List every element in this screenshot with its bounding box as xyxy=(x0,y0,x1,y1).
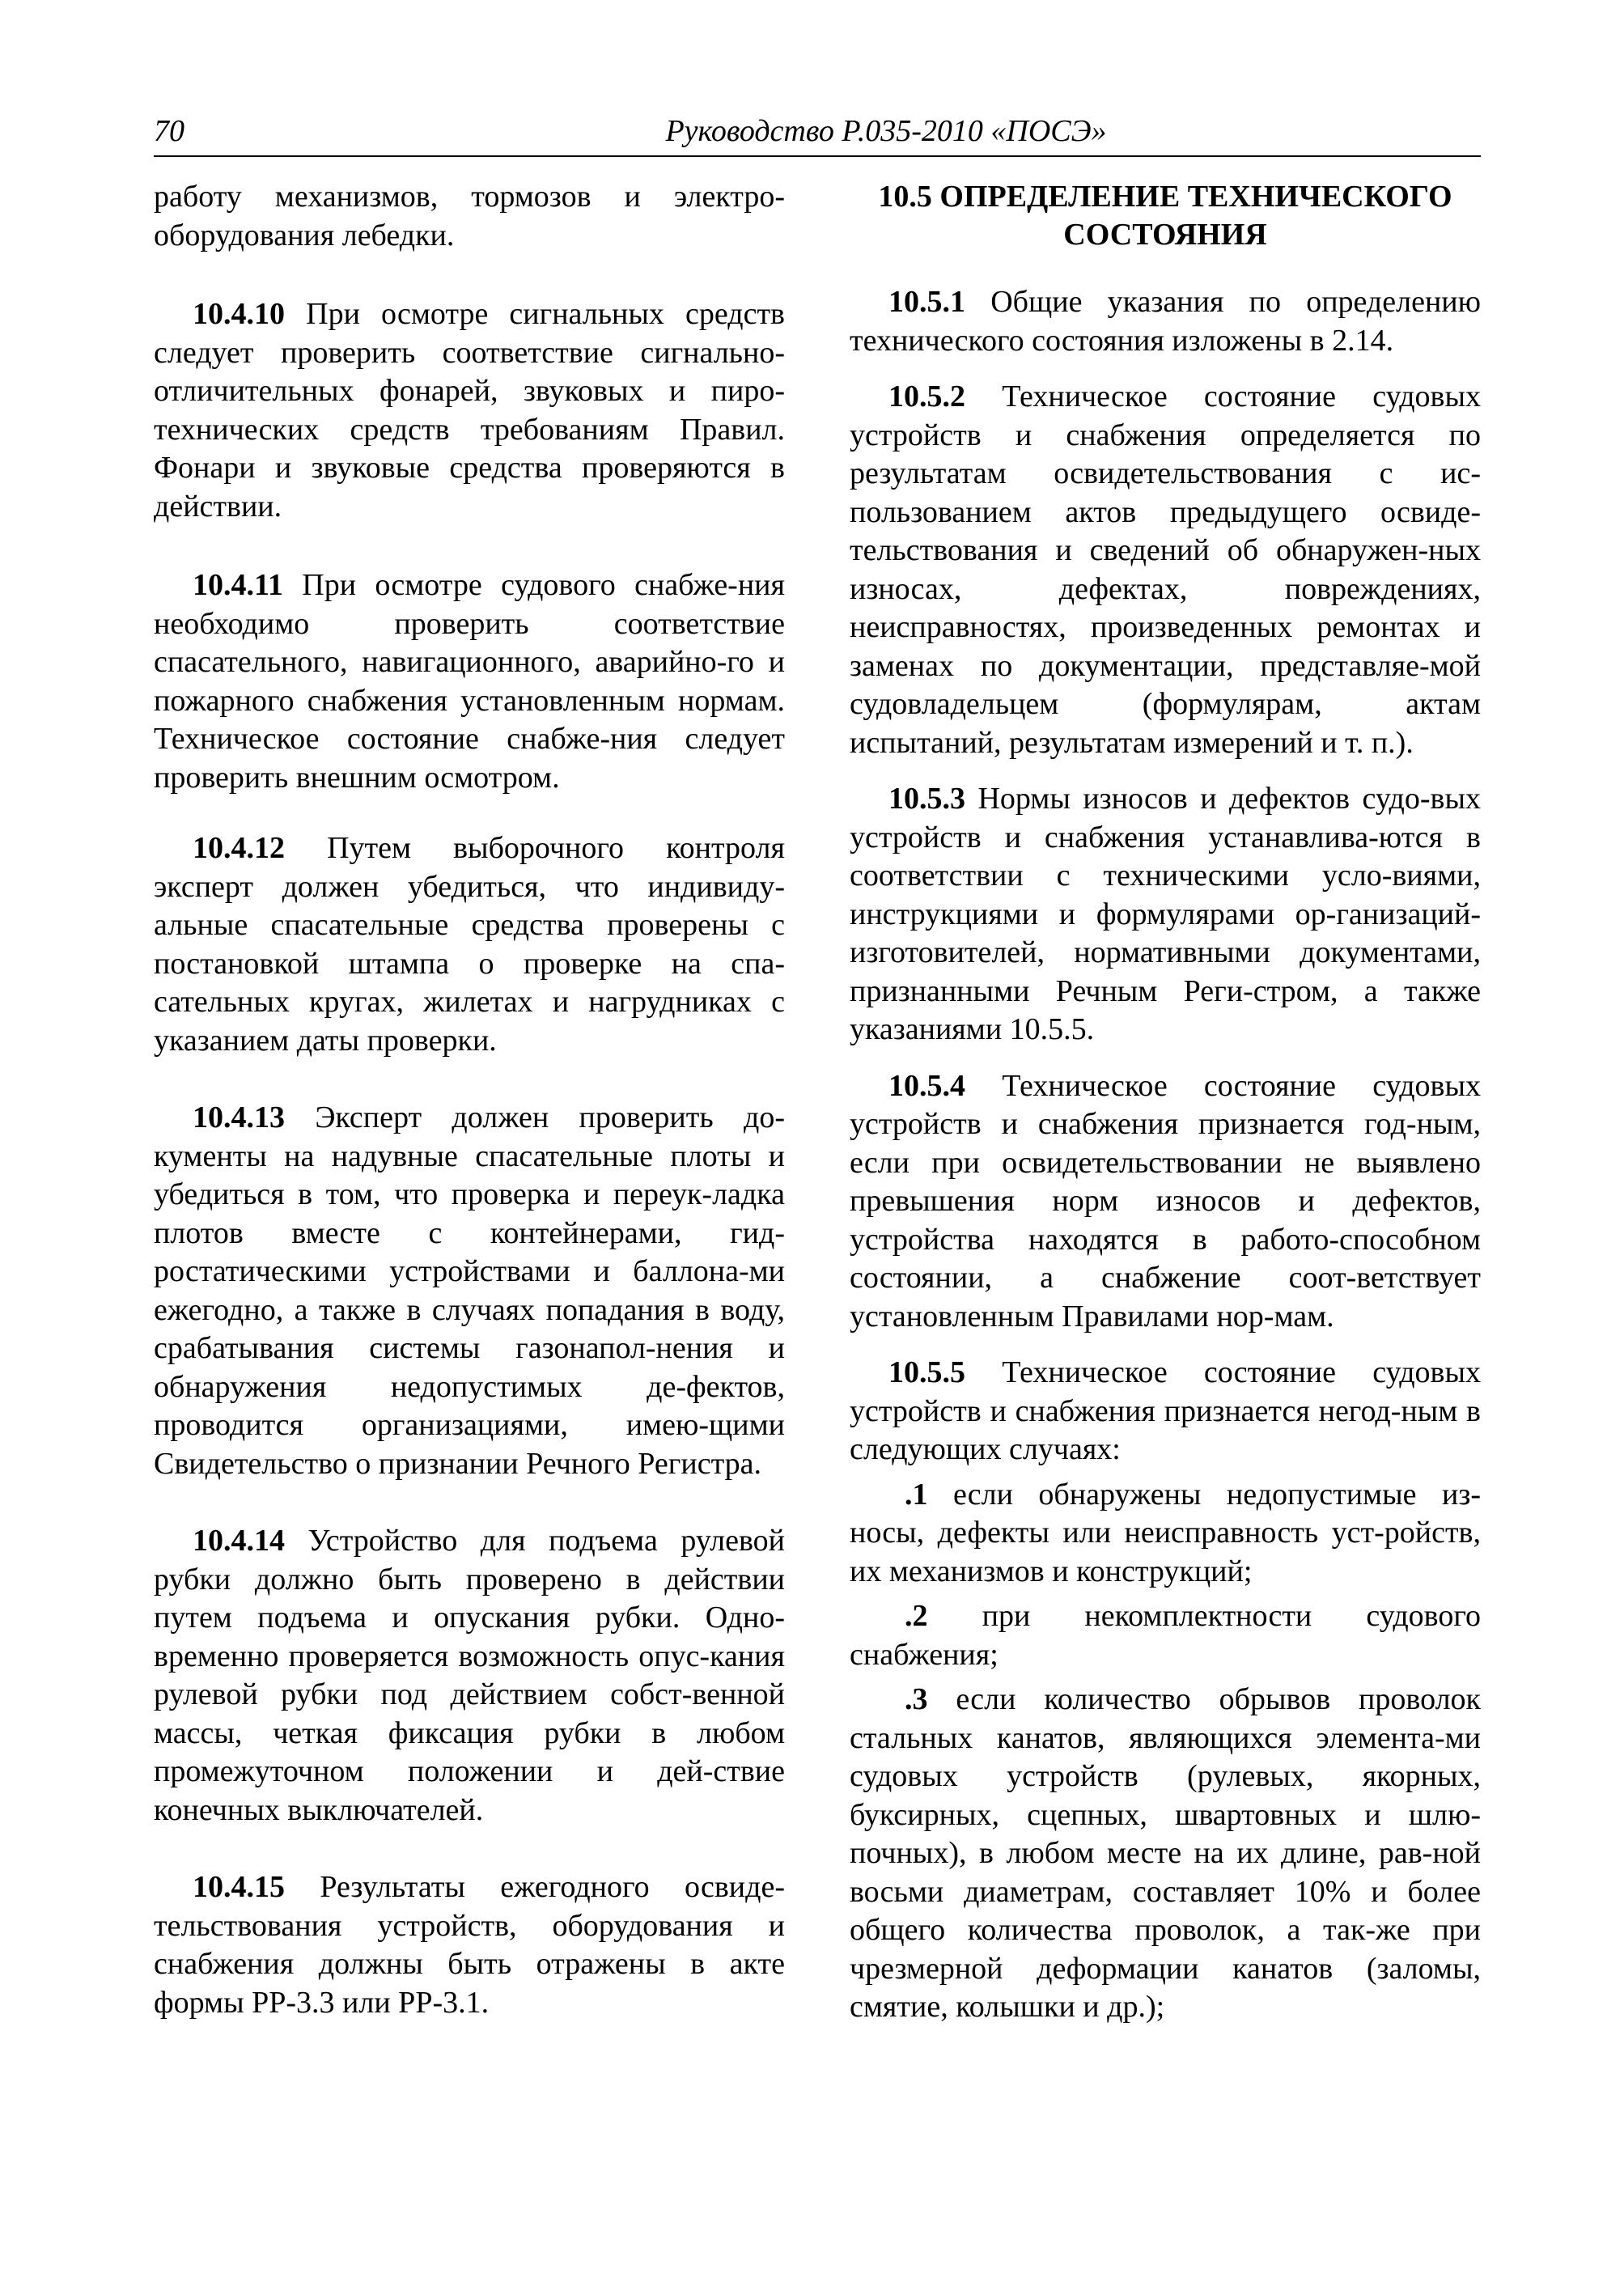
item-number: .3 xyxy=(905,1682,928,1716)
paragraph-10-5-3 xyxy=(850,780,1481,1049)
clause-text: Нормы износов и дефектов судо-вых устройств и снабжения устанавлива-ются в соответствии с техническими усло-виями, инструкциями и формулярами ор-ганизаций-изготовителей, нормативными документами, признанными Речным Реги-стром, а также указаниями 10.5.5. xyxy=(850,782,1481,1046)
paragraph-10-4-13 xyxy=(154,1099,785,1483)
paragraph-10-4-11 xyxy=(154,566,785,797)
clause-text: Общие указания по определению технического состояния изложены в 2.14. xyxy=(850,285,1481,358)
paragraph-10-4-14 xyxy=(154,1522,785,1830)
clause-number: 10.5.3 xyxy=(888,782,965,816)
clause-number: 10.5.1 xyxy=(888,285,965,319)
clause-text: Техническое состояние судовых устройств и снабжения определяется по результатам освидетельствования с ис-пользованием актов предыдущего освиде-тельствования и сведений об обнаружен-ных износах, дефектах, повреждениях, неисправностях, произведенных ремонтах и заменах по документации, представляе-мой судовладельцем (формулярам, актам испытаний, результатам измерений и т. п.). xyxy=(850,380,1482,760)
section-title: 10.5 ОПРЕДЕЛЕНИЕ ТЕХНИЧЕСКОГО СОСТОЯНИЯ xyxy=(878,180,1452,252)
clause-text: Путем выборочного контроля эксперт должен убедиться, что индивиду-альные спасательные средства проверены с постановкой штампа о проверке на спа-сательных кругах, жилетах и нагрудниках с указанием даты проверки. xyxy=(154,831,785,1058)
clause-number: 10.4.12 xyxy=(193,831,285,865)
clause-number: 10.4.11 xyxy=(193,568,283,602)
paragraph-10-4-10 xyxy=(154,295,785,526)
left-column xyxy=(154,178,785,2022)
clause-number: 10.4.14 xyxy=(193,1524,285,1558)
running-title: Руководство Р.035-2010 «ПОСЭ» xyxy=(665,114,1107,148)
clause-text: При осмотре сигнальных средств следует проверить соответствие сигнально-отличительных фонарей, звуковых и пиро-технических средств требованиям Правил. Фонари и звуковые средства проверяются в действии. xyxy=(154,297,786,524)
item-text: если обнаружены недопустимые из-носы, дефекты или неисправность уст-ройств, их механизмов и конструкций; xyxy=(850,1477,1481,1588)
list-item-3 xyxy=(850,1681,1481,2027)
clause-text: При осмотре судового снабже-ния необходимо проверить соответствие спасательного, навигационного, аварийно-го и пожарного снабжения установленным нормам. Техническое состояние снабже-ния следует проверить внешним осмотром. xyxy=(154,568,785,795)
item-number: .2 xyxy=(905,1599,928,1633)
clause-number: 10.5.2 xyxy=(888,380,965,413)
list-item-2 xyxy=(850,1597,1481,1674)
continued-paragraph: работу механизмов, тормозов и электро-оборудования лебедки. xyxy=(154,180,785,252)
item-number: .1 xyxy=(905,1477,928,1512)
paragraph-10-5-1 xyxy=(850,283,1481,360)
clause-number: 10.4.15 xyxy=(193,1870,285,1904)
clause-number: 10.5.4 xyxy=(888,1068,965,1103)
paragraph-10-4-12 xyxy=(154,829,785,1060)
clause-number: 10.4.13 xyxy=(193,1100,285,1134)
paragraph-10-5-4 xyxy=(850,1067,1481,1337)
clause-text: Устройство для подъема рулевой рубки должно быть проверено в действии путем подъема и опускания рубки. Одно-временно проверяется возможность опус-кания рулевой рубки под действием собст-венной массы, четкая фиксация рубки в любом промежуточном положении и дей-ствие конечных выключателей. xyxy=(154,1524,786,1827)
clause-number: 10.5.5 xyxy=(888,1355,965,1389)
paragraph-10-5-2 xyxy=(850,378,1481,762)
paragraph-10-5-5 xyxy=(850,1354,1481,1469)
clause-text: Техническое состояние судовых устройств и снабжения признается год-ным, если при освидетельствовании не выявлено превышения норм износов и дефектов, устройства находятся в работо-способном состоянии, а снабжение соот-ветствует установленным Правилами нор-мам. xyxy=(850,1068,1482,1334)
clause-number: 10.4.10 xyxy=(193,297,285,331)
paragraph-10-4-15 xyxy=(154,1868,785,2022)
item-text: при некомплектности судового снабжения; xyxy=(850,1599,1481,1672)
page-header xyxy=(154,110,1481,157)
page-number: 70 xyxy=(154,114,184,148)
list-item-1 xyxy=(850,1476,1481,1592)
clause-text: Результаты ежегодного освиде-тельствования устройств, оборудования и снабжения должны быть отражены в акте формы РР-3.3 или РР-3.1. xyxy=(154,1870,785,2020)
right-column xyxy=(850,178,1481,2027)
item-text: если количество обрывов проволок стальных канатов, являющихся элемента-ми судовых устройств (рулевых, якорных, буксирных, сцепных, швартовных и шлю-почных), в любом месте на их длине, рав-ной восьми диаметрам, составляет 10% и более общего количества проволок, а так-же при чрезмерной деформации канатов (заломы, смятие, колышки и др.); xyxy=(850,1682,1481,2024)
clause-text: Техническое состояние судовых устройств и снабжения признается негод-ным в следующих случаях: xyxy=(850,1355,1482,1466)
clause-text: Эксперт должен проверить до-кументы на надувные спасательные плоты и убедиться в том, что проверка и переук-ладка плотов вместе с контейнерами, гид-ростатическими устройствами и баллона-ми ежегодно, а также в случаях попадания в воду, срабатывания системы газонапол-нения и обнаружения недопустимых де-фектов, проводится организациями, имею-щими Свидетельство о признании Речного Регистра. xyxy=(154,1100,785,1481)
